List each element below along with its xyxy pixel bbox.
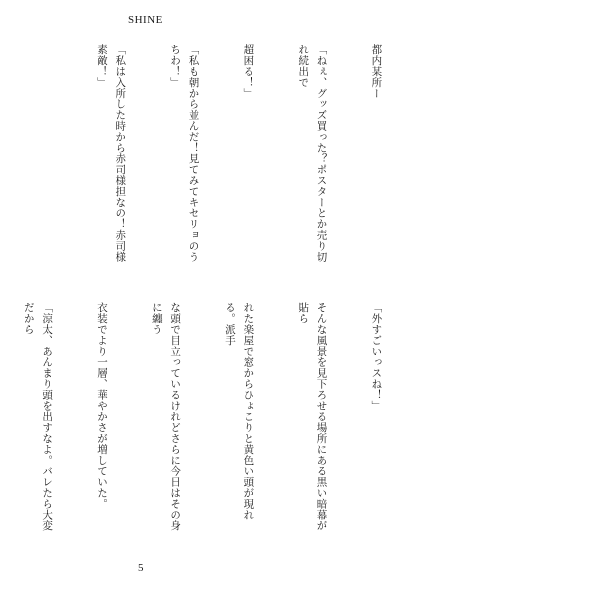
text-line: れた楽屋で窓からひょこりと黄色い頭が現れる。派手 <box>224 302 255 520</box>
text-line: 超困る！」 <box>242 44 255 99</box>
text-line: 「涼太、あんまり頭を出すなよ。バレたら大変だから <box>22 302 54 531</box>
text-line: 「私は入所した時から赤司様担なの！赤司様素敵！」 <box>95 44 127 262</box>
blank-line <box>0 44 1 272</box>
text-line: な頭で目立っているけれどさらに今日はその身に纏う <box>150 302 182 531</box>
text-line: 都内某所ー <box>370 44 383 99</box>
text-line: 「外すごいっスね！」 <box>370 302 383 411</box>
text-line: 「私も朝から並んだ！見てみてキセリョのうちわ！」 <box>169 44 200 262</box>
page-number: 5 <box>138 562 144 574</box>
text-block-top <box>0 44 422 272</box>
blank-line <box>38 44 56 272</box>
text-line: 「ねぇ、グッズ買った？ポスターとか売り切れ続出で <box>297 44 328 262</box>
text-line: そんな風景を見下ろせる場所にある黒い暗幕が貼ら <box>297 302 328 531</box>
text-line: 衣装でより一層、華やかさが増していた。 <box>95 302 108 510</box>
running-header: SHINE <box>128 14 163 26</box>
text-block-bottom <box>0 302 422 534</box>
